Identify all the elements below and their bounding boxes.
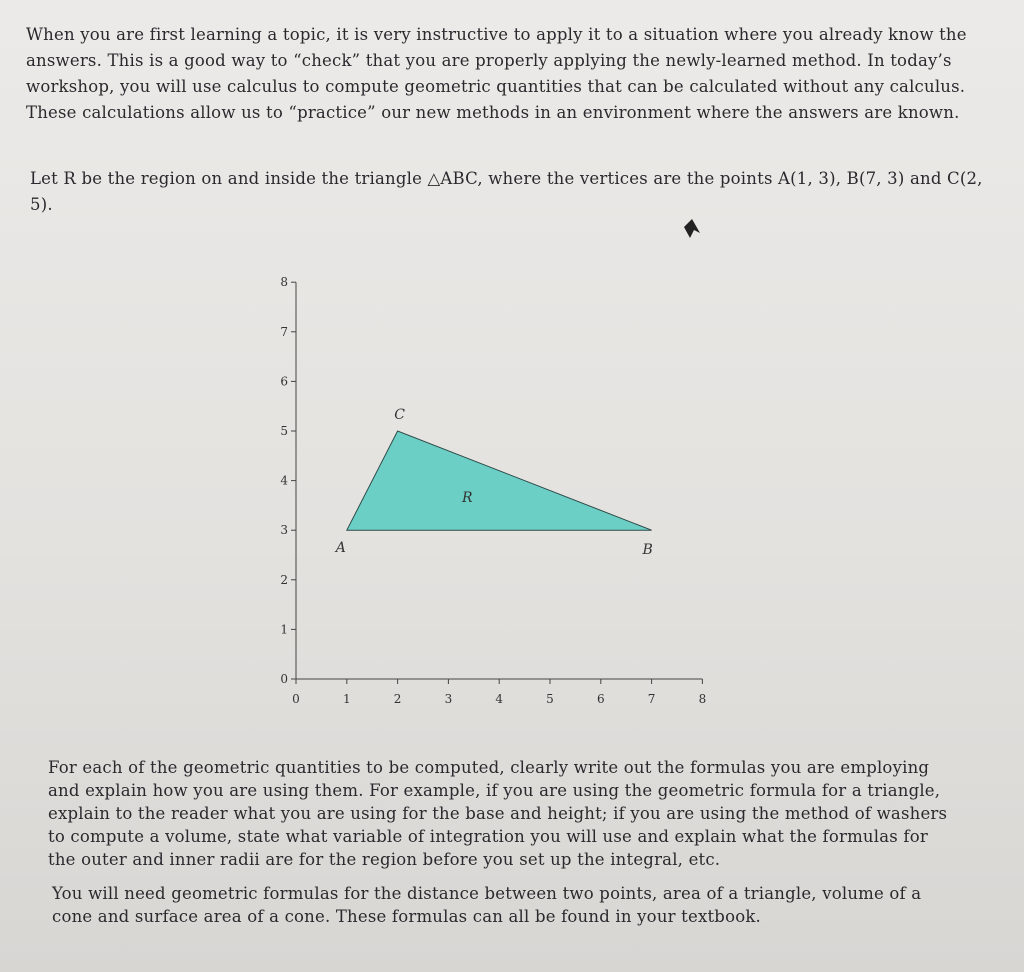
- y-tick-label: 7: [280, 324, 288, 339]
- y-tick-label: 3: [280, 523, 288, 538]
- vertex-label-c: C: [394, 407, 405, 423]
- y-tick-label: 1: [280, 622, 288, 637]
- mouse-pointer-icon: [682, 218, 702, 240]
- x-tick-label: 7: [647, 692, 656, 706]
- x-tick-label: 6: [596, 692, 605, 706]
- formulas-paragraph: You will need geometric formulas for the distance between two points, area of a triangle, volume of a cone and surface area of a cone. These formulas can all be found in your textbook.: [52, 884, 922, 926]
- y-tick-label: 4: [280, 473, 288, 488]
- region-label: R: [462, 490, 473, 507]
- y-tick-label: 5: [280, 424, 288, 438]
- x-tick-label: 4: [495, 692, 504, 706]
- y-tick-label: 0: [280, 672, 288, 686]
- intro-paragraph: When you are first learning a topic, it is very instructive to apply it to a situation where you already know the answers. This is a good way to “check” that you are properly applying the newly-learned method. In today’s workshop, you will use calculus to compute geometric quantities that can be calculated without any calculus. These calculations allow us to “practice” our new methods in an environment where the answers are known.: [26, 25, 967, 122]
- x-tick-label: 2: [393, 692, 402, 706]
- x-tick-label: 5: [546, 692, 554, 706]
- x-tick-label: 0: [292, 692, 300, 706]
- instructions-paragraph: For each of the geometric quantities to be computed, clearly write out the formulas you are employing and explain how you are using them. For example, if you are using the geometric formula for a triangle, explain to the reader what you are using for the base and height; if you are using the method of washers to compute a volume, state what variable of integration you will use and explain what the formulas for the outer and inner radii are for the region before you set up the integral, etc.: [48, 758, 948, 869]
- region-r-triangle: [347, 431, 652, 530]
- y-tick-label: 8: [280, 275, 288, 290]
- y-tick-label: 6: [280, 374, 288, 389]
- y-tick-label: 2: [280, 572, 288, 587]
- x-tick-label: 1: [342, 692, 351, 706]
- region-definition-text: Let R be the region on and inside the triangle △ABC, where the vertices are the points A(1, 3), B(7, 3) and C(2, 5).: [30, 169, 989, 214]
- x-tick-label: 3: [444, 692, 453, 706]
- plot-region: [347, 431, 652, 530]
- vertex-label-b: B: [642, 542, 653, 559]
- vertex-label-a: A: [335, 540, 346, 557]
- x-tick-label: 8: [698, 692, 707, 706]
